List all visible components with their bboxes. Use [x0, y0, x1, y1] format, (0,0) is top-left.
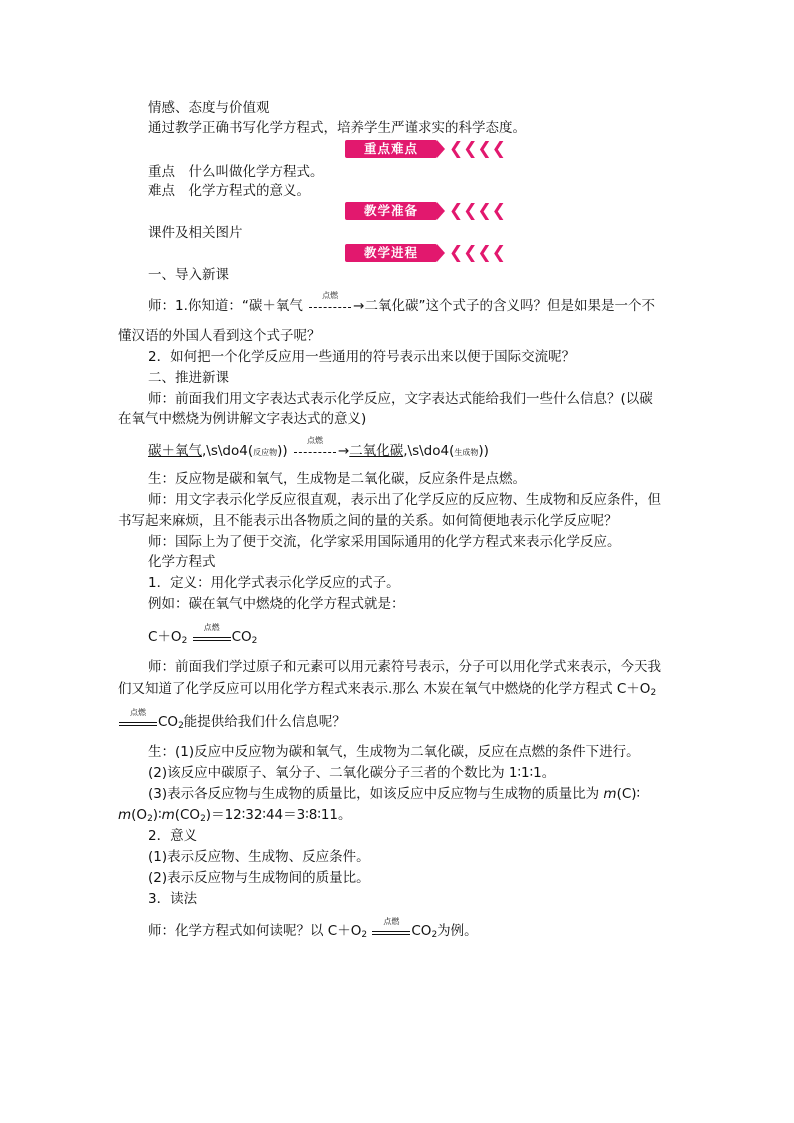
text-line: (2)表示反应物与生成物间的质量比。: [148, 870, 370, 886]
text-span: CO: [411, 923, 432, 939]
text-span: C＋O: [148, 629, 182, 645]
text-line: 师：前面我们学过原子和元素可以用元素符号表示，分子可以用化学式来表示，今天我: [148, 659, 661, 675]
text-span: 反应物: [253, 448, 278, 457]
text-line: 2．如何把一个化学反应用一些通用的符号表示出来以便于国际交流呢？: [148, 349, 576, 365]
subscript: 2: [147, 814, 153, 824]
subscript: 2: [181, 636, 188, 646]
banner-key-points: [345, 139, 506, 159]
equals-line: [193, 637, 231, 638]
text-span: ,\s\do4(: [202, 443, 254, 459]
text-span: )∶: [152, 807, 162, 823]
text-span: m: [161, 807, 175, 823]
banner-preparation: [345, 201, 506, 221]
section-heading: 二、推进新课: [148, 370, 229, 386]
text-span: (O: [131, 807, 148, 823]
equals-sign: [118, 708, 158, 731]
text-line: 懂汉语的外国人看到这个式子呢？: [118, 328, 321, 344]
text-span: 碳＋氧气: [148, 443, 202, 459]
subscript: 2: [650, 688, 657, 698]
text-line: [148, 785, 640, 803]
equals-line: [119, 725, 157, 726]
text-span: (3)表示各反应物与生成物的质量比，如该反应中反应物与生成物的质量比为: [148, 786, 604, 802]
text-span: →二氧化碳”这个式子的含义吗？但是如果是一个不: [353, 298, 655, 314]
banner-label: 重点难点: [363, 141, 418, 156]
text-line: [148, 291, 655, 315]
text-line: 通过教学正确书写化学方程式，培养学生严谨求实的科学态度。: [148, 120, 526, 136]
equals-line: [119, 722, 157, 723]
equals-sign: [371, 917, 411, 940]
text-span: )): [478, 443, 489, 459]
subscript: 2: [251, 636, 258, 646]
chemical-equation: [148, 623, 258, 650]
text-span: )＝12∶32∶44＝3∶8∶11。: [205, 807, 352, 823]
text-line: [118, 680, 656, 702]
text-span: CO: [158, 714, 179, 730]
text-line: 生：反应物是碳和氧气，生成物是二氧化碳，反应条件是点燃。: [148, 471, 526, 487]
equals-sign: [192, 623, 232, 646]
condition-label: 点燃: [306, 436, 323, 445]
chevron-icon: ❮❮❮❮: [449, 243, 506, 263]
section-heading: 2．意义: [148, 828, 198, 844]
text-line: 重点 什么叫做化学方程式。: [148, 164, 324, 180]
text-span: m: [603, 786, 617, 802]
text-span: 二氧化碳: [349, 443, 404, 459]
text-span: 师：化学方程式如何读呢？以 C＋O: [148, 923, 362, 939]
condition-label: 点燃: [203, 623, 220, 632]
reaction-arrow: [307, 291, 353, 315]
text-span: 师：1.你知道：“碳＋氧气: [148, 298, 303, 314]
text-line: 生：(1)反应中反应物为碳和氧气，生成物为二氧化碳，反应在点燃的条件下进行。: [148, 744, 640, 760]
text-line: 师：用文字表示化学反应很直观，表示出了化学反应的反应物、生成物和反应条件，但: [148, 492, 661, 508]
text-span: m: [118, 807, 132, 823]
subscript: 2: [431, 930, 438, 940]
text-line: [118, 806, 352, 828]
text-span: 们又知道了化学反应可以用化学方程式来表示.那么 木炭在氧气中燃烧的化学方程式 C＋O: [118, 681, 651, 697]
banner-label: 教学准备: [363, 203, 418, 218]
text-span: 生成物: [454, 448, 479, 457]
text-line: 在氧气中燃烧为例讲解文字表达式的意义): [118, 411, 367, 427]
condition-label: 点燃: [322, 291, 339, 300]
text-span: ,\s\do4(: [403, 443, 455, 459]
text-line: 课件及相关图片: [148, 225, 243, 241]
text-span: →: [337, 443, 350, 459]
text-span: CO: [231, 629, 252, 645]
text-span: )): [277, 443, 288, 459]
text-line: 1．定义：用化学式表示化学反应的式子。: [148, 575, 400, 591]
subscript: 2: [361, 930, 368, 940]
text-line: 师：前面我们用文字表达式表示化学反应，文字表达式能给我们一些什么信息？(以碳: [148, 391, 653, 407]
text-line: 例如：碳在氧气中燃烧的化学方程式就是：: [148, 596, 405, 612]
text-span: (C)∶: [616, 786, 641, 802]
condition-label: 点燃: [130, 708, 146, 717]
subscript: 2: [178, 721, 184, 731]
arrow-line: [294, 452, 336, 453]
text-line: 难点 化学方程式的意义。: [148, 183, 310, 199]
text-line: [118, 708, 346, 735]
text-line: (2)该反应中碳原子、氧分子、二氧化碳分子三者的个数比为 1∶1∶1。: [148, 765, 556, 781]
text-line: (1)表示反应物、生成物、反应条件。: [148, 849, 370, 865]
section-heading: 3．读法: [148, 891, 198, 907]
condition-label: 点燃: [383, 917, 400, 926]
subscript: 2: [200, 814, 206, 824]
text-line: 书写起来麻烦，且不能表示出各物质之间的量的关系。如何简便地表示化学反应呢？: [118, 513, 618, 529]
section-heading: 化学方程式: [148, 554, 216, 570]
banner-label: 教学进程: [363, 245, 418, 260]
banner-process: [345, 243, 506, 263]
equals-line: [372, 931, 410, 932]
text-span: 为例。: [437, 923, 478, 939]
text-line: [148, 917, 478, 944]
equals-line: [193, 640, 231, 641]
chevron-icon: ❮❮❮❮: [449, 201, 506, 221]
text-line: 师：国际上为了便于交流，化学家采用国际通用的化学方程式来表示化学反应。: [148, 534, 621, 550]
arrow-line: [309, 307, 351, 308]
text-span: (CO: [174, 807, 201, 823]
text-span: 能提供给我们什么信息呢？: [183, 714, 346, 730]
equals-line: [372, 934, 410, 935]
section-heading: 一、导入新课: [148, 267, 229, 283]
section-heading-attitude: 情感、态度与价值观: [148, 100, 270, 116]
reaction-arrow: [292, 436, 338, 460]
word-equation: [148, 436, 489, 462]
chevron-icon: ❮❮❮❮: [449, 139, 506, 159]
